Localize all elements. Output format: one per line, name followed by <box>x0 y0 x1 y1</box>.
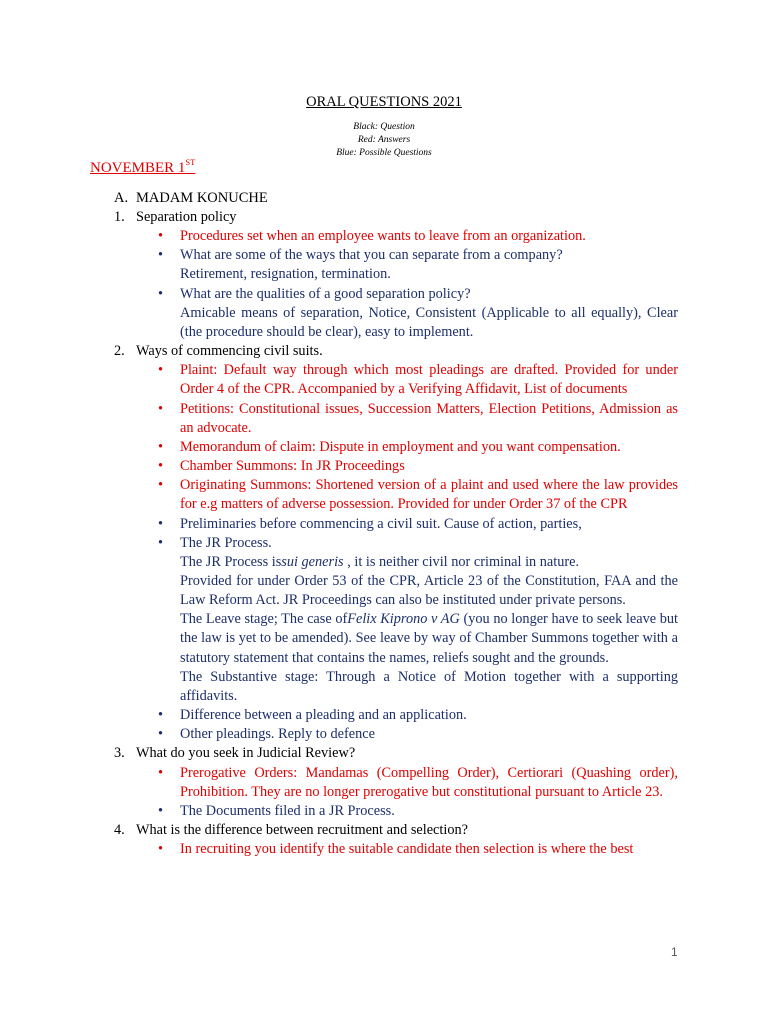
possible-question-answer: Retirement, resignation, termination. <box>180 266 391 283</box>
section-name: MADAM KONUCHE <box>136 190 268 206</box>
document-title: ORAL QUESTIONS 2021 <box>306 94 462 110</box>
jr-nature-text-end: , it is neither civil nor criminal in nature. <box>343 553 580 570</box>
possible-question-text: • What are some of the ways that you can separate from a company? <box>180 247 563 264</box>
question-number: 1. <box>114 209 125 225</box>
answer-item: • Memorandum of claim: Dispute in employment and you want compensation. <box>180 438 678 457</box>
answer-item: • Originating Summons: Shortened version of a plaint and used where the law provides for e.g matters of adverse possession. Provided for under Order 37 of the CPR <box>180 476 678 514</box>
date-suffix: ST <box>185 157 196 167</box>
question-number: 2. <box>114 343 125 360</box>
question-2-points <box>114 361 678 744</box>
legend-blue: Blue: Possible Questions <box>336 148 432 158</box>
answer-item: • Procedures set when an employee wants to leave from an organization. <box>180 227 678 246</box>
jr-leave-text-end: (you no longer have to seek leave but the law is yet to be amended). See leave by way of Chamber Summons together with a statutory statement that contains the names, reliefs sought and the grounds. <box>180 611 679 666</box>
question-2 <box>114 342 678 361</box>
jr-nature-term: sui generis <box>281 553 344 570</box>
possible-question-item <box>180 285 678 342</box>
question-text: Ways of commencing civil suits. <box>136 343 323 360</box>
possible-question-item: • Difference between a pleading and an application. <box>180 706 678 725</box>
date-text: NOVEMBER 1 <box>90 160 186 176</box>
possible-question-text: • The JR Process. <box>180 534 272 551</box>
jr-nature-text: The JR Process is <box>180 553 282 570</box>
question-4 <box>114 821 678 840</box>
possible-question-answer: Amicable means of separation, Notice, Consistent (Applicable to all equally), Clear (the procedure should be clear), easy to implement. <box>180 304 678 340</box>
section-heading <box>114 190 268 207</box>
answer-item: • Plaint: Default way through which most pleadings are drafted. Provided for under Order 4 of the CPR. Accompanied by a Verifying Affidavit, List of documents <box>180 361 678 399</box>
possible-question-item: • The Documents filed in a JR Process. <box>180 802 678 821</box>
question-1-points <box>114 227 678 342</box>
answer-item: • Prerogative Orders: Mandamas (Compelling Order), Certiorari (Quashing order), Prohibition. They are no longer prerogative but constitutional pursuant to Article 23. <box>180 764 678 802</box>
question-text: Separation policy <box>136 209 237 225</box>
jr-leave-stage <box>180 610 678 667</box>
question-4-points <box>114 840 678 859</box>
possible-question-text: • What are the qualities of a good separation policy? <box>180 285 471 302</box>
question-number: 3. <box>114 745 125 762</box>
possible-question-item <box>180 534 678 706</box>
page-number: 1 <box>671 945 678 959</box>
question-3-points <box>114 764 678 821</box>
legend-black: Black: Question <box>353 122 415 132</box>
answer-item: • Petitions: Constitutional issues, Succession Matters, Election Petitions, Admission as an advocate. <box>180 400 678 438</box>
question-text: What is the difference between recruitment and selection? <box>136 822 468 838</box>
possible-question-item: • Preliminaries before commencing a civil suit. Cause of action, parties, <box>180 515 678 534</box>
jr-substantive-stage: The Substantive stage: Through a Notice of Motion together with a supporting affidavits. <box>180 668 678 704</box>
possible-question-item: • Other pleadings. Reply to defence <box>180 725 678 744</box>
legend-red: Red: Answers <box>357 135 411 145</box>
jr-nature <box>180 553 678 572</box>
answer-item: • In recruiting you identify the suitable candidate then selection is where the best <box>180 840 678 859</box>
question-1 <box>114 208 678 227</box>
case-name: Felix Kiprono v AG <box>347 611 460 628</box>
possible-question-item <box>180 246 678 284</box>
question-text: What do you seek in Judicial Review? <box>136 745 356 762</box>
question-3 <box>114 744 678 763</box>
section-letter: A. <box>114 190 129 206</box>
questions-list <box>114 208 678 859</box>
answer-item: • Chamber Summons: In JR Proceedings <box>180 457 678 476</box>
jr-provisions: Provided for under Order 53 of the CPR, Article 23 of the Constitution, FAA and the Law Reform Act. JR Proceedings can also be instituted under private persons. <box>180 572 678 609</box>
jr-leave-text: The Leave stage; The case of <box>180 611 348 628</box>
date-heading <box>90 157 196 177</box>
question-number: 4. <box>114 822 125 838</box>
